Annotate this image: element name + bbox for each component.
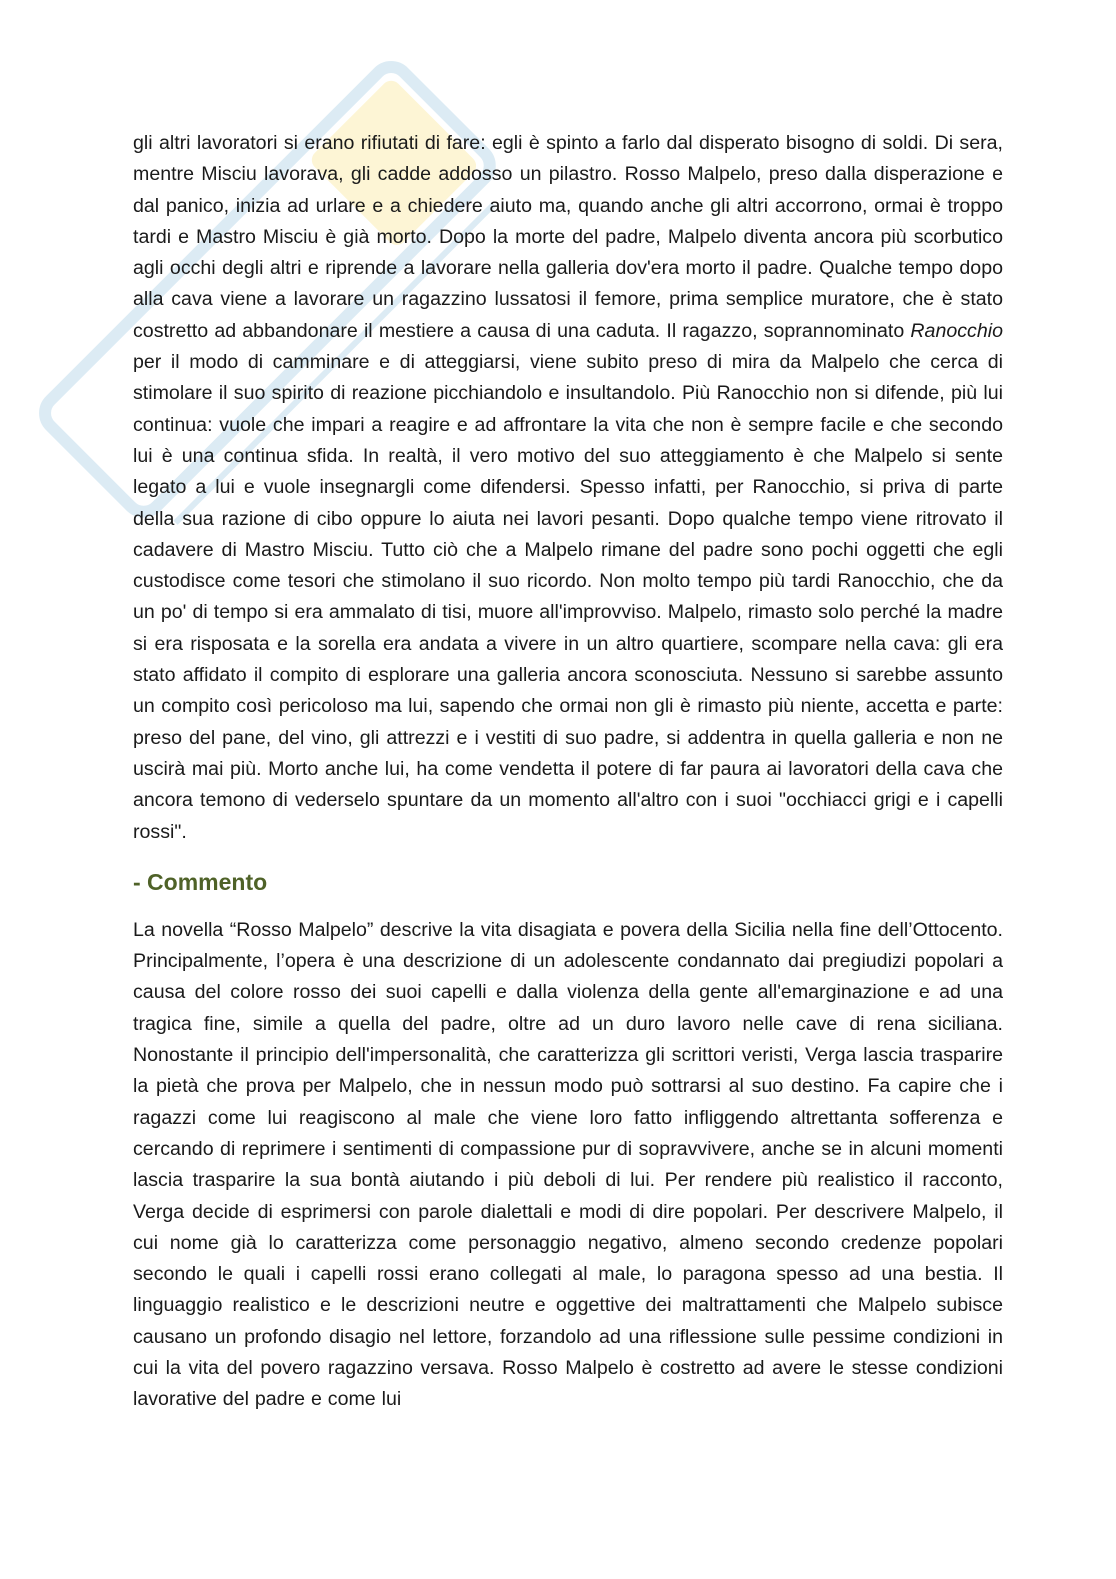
paragraph-text: gli altri lavoratori si erano rifiutati di fare: egli è spinto a farlo dal disperato bisogno di soldi. Di sera, mentre Misciu lavorava, gli cadde addosso un pilastro. Rosso Malpelo, preso dalla disperazione e dal panico, inizia ad urlare e a chiedere aiuto ma, quando anche gli altri accorrono, ormai è troppo tardi e Mastro Misciu è già morto. Dopo la morte del padre, Malpelo diventa ancora più scorbutico agli occhi degli altri e riprende a lavorare nella galleria dov'era morto il padre. Qualche tempo dopo alla cava viene a lavorare un ragazzino lussatosi il femore, prima semplice muratore, che è stato costretto ad abbandonare il mestiere a causa di una caduta. Il ragazzo, soprannominato	[133, 132, 1003, 342]
document-page	[133, 128, 1003, 1416]
paragraph-text: per il modo di camminare e di atteggiarsi, viene subito preso di mira da Malpelo che cerca di stimolare il suo spirito di reazione picchiandolo e insultandolo. Più Ranocchio non si difende, più lui continua: vuole che impari a reagire e ad affrontare la vita che non è sempre facile e che secondo lui è una continua sfida. In realtà, il vero motivo del suo atteggiamento è che Malpelo si sente legato a lui e vuole insegnargli come difendersi. Spesso infatti, per Ranocchio, si priva di parte della sua razione di cibo oppure lo aiuta nei lavori pesanti. Dopo qualche tempo viene ritrovato il cadavere di Mastro Misciu. Tutto ciò che a Malpelo rimane del padre sono pochi oggetti che egli custodisce come tesori che stimolano il suo ricordo. Non molto tempo più tardi Ranocchio, che da un po' di tempo si era ammalato di tisi, muore all'improvviso. Malpelo, rimasto solo perché la madre si era risposata e la sorella era andata a vivere in un altro quartiere, scompare nella cava: gli era stato affidato il compito di esplorare una galleria ancora sconosciuta. Nessuno si sarebbe assunto un compito così pericoloso ma lui, sapendo che ormai non gli è rimasto più niente, accetta e parte: preso del pane, del vino, gli attrezzi e i vestiti di suo padre, si addentra in quella galleria e non ne uscirà mai più. Morto anche lui, ha come vendetta il potere di far paura ai lavoratori della cava che ancora temono di vederselo spuntare da un momento all'altro con i suoi "occhiacci grigi e i capelli rossi".	[133, 351, 1003, 843]
italic-term-ranocchio: Ranocchio	[910, 319, 1003, 342]
body-paragraph-commento: La novella “Rosso Malpelo” descrive la vita disagiata e povera della Sicilia nella fine dell’Ottocento. Principalmente, l’opera è una descrizione di un adolescente condannato dai pregiudizi popolari a causa del colore rosso dei suoi capelli e dalla violenza della gente all'emarginazione e ad una tragica fine, simile a quella del padre, oltre ad un duro lavoro nelle cave di rena siciliana. Nonostante il principio dell'impersonalità, che caratterizza gli scrittori veristi, Verga lascia trasparire la pietà che prova per Malpelo, che in nessun modo può sottrarsi al suo destino. Fa capire che i ragazzi come lui reagiscono al male che viene loro fatto infliggendo altrettanta sofferenza e cercando di reprimere i sentimenti di compassione pur di sopravvivere, anche se in alcuni momenti lascia trasparire la sua bontà aiutando i più deboli di lui. Per rendere più realistico il racconto, Verga decide di esprimersi con parole dialettali e modi di dire popolari. Per descrivere Malpelo, il cui nome già lo caratterizza come personaggio negativo, almeno secondo credenze popolari secondo le quali i capelli rossi erano collegati al male, lo paragona spesso ad una bestia. Il linguaggio realistico e le descrizioni neutre e oggettive dei maltrattamenti che Malpelo subisce causano un profondo disagio nel lettore, forzandolo ad una riflessione sulle pessime condizioni in cui la vita del povero ragazzino versava. Rosso Malpelo è costretto ad avere le stesse condizioni lavorative del padre e come lui	[133, 918, 1003, 1411]
body-paragraph-plot	[133, 128, 1003, 848]
section-heading-commento: - Commento	[133, 868, 268, 895]
